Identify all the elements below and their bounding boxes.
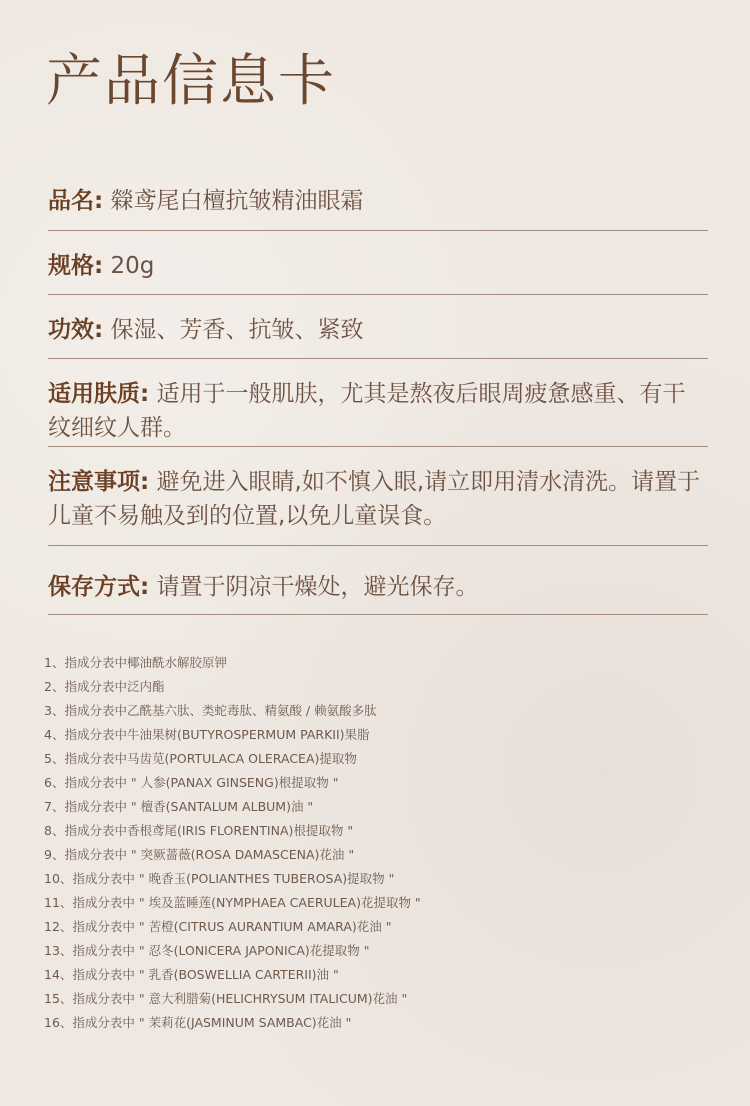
divider	[48, 294, 708, 295]
note-item: 4、指成分表中牛油果树(BUTYROSPERMUM PARKII)果脂	[44, 727, 370, 742]
info-label: 品名:	[48, 188, 104, 214]
note-item: 8、指成分表中香根鸢尾(IRIS FLORENTINA)根提取物 "	[44, 823, 354, 838]
note-item: 9、指成分表中 " 突厥蔷薇(ROSA DAMASCENA)花油 "	[44, 847, 355, 862]
note-item: 1、指成分表中椰油酰水解胶原钾	[44, 655, 227, 670]
note-item: 13、指成分表中 " 忍冬(LONICERA JAPONICA)花提取物 "	[44, 943, 370, 958]
divider	[48, 230, 708, 231]
info-skin-type	[48, 377, 708, 445]
info-value: 适用于一般肌肤，尤其是熬夜后眼周疲惫感重、有干纹细纹人群。	[48, 381, 686, 441]
note-item: 5、指成分表中马齿苋(PORTULACA OLERACEA)提取物	[44, 751, 357, 766]
divider	[48, 358, 708, 359]
info-value: 保湿、芳香、抗皱、紧致	[110, 317, 364, 343]
info-storage	[48, 570, 708, 604]
info-value: 檾鸢尾白檀抗皱精油眼霜	[110, 188, 364, 214]
info-value: 请置于阴凉干燥处，避光保存。	[156, 574, 479, 600]
info-label: 注意事项:	[48, 469, 150, 495]
note-item: 12、指成分表中 " 苦橙(CITRUS AURANTIUM AMARA)花油 "	[44, 919, 392, 934]
ingredient-notes	[44, 651, 704, 1035]
info-efficacy	[48, 313, 708, 347]
note-item: 16、指成分表中 " 茉莉花(JASMINUM SAMBAC)花油 "	[44, 1015, 352, 1030]
info-name	[48, 184, 708, 218]
divider	[48, 446, 708, 447]
note-item: 14、指成分表中 " 乳香(BOSWELLIA CARTERII)油 "	[44, 967, 339, 982]
info-precautions	[48, 465, 708, 533]
info-value: 20g	[110, 253, 155, 279]
info-label: 功效:	[48, 317, 104, 343]
info-label: 适用肤质:	[48, 381, 150, 407]
divider	[48, 545, 708, 546]
info-spec	[48, 249, 708, 283]
note-item: 15、指成分表中 " 意大利腊菊(HELICHRYSUM ITALICUM)花油 "	[44, 991, 408, 1006]
info-label: 保存方式:	[48, 574, 150, 600]
note-item: 6、指成分表中 " 人参(PANAX GINSENG)根提取物 "	[44, 775, 339, 790]
divider	[48, 614, 708, 615]
note-item: 7、指成分表中 " 檀香(SANTALUM ALBUM)油 "	[44, 799, 314, 814]
note-item: 3、指成分表中乙酰基六肽、类蛇毒肽、精氨酸 / 赖氨酸多肽	[44, 703, 377, 718]
note-item: 10、指成分表中 " 晚香玉(POLIANTHES TUBEROSA)提取物 "	[44, 871, 395, 886]
info-label: 规格:	[48, 253, 104, 279]
info-value: 避免进入眼睛,如不慎入眼,请立即用清水清洗。请置于儿童不易触及到的位置,以免儿童误食。	[48, 469, 701, 529]
note-item: 11、指成分表中 " 埃及蓝睡莲(NYMPHAEA CAERULEA)花提取物 "	[44, 895, 421, 910]
page-title: 产品信息卡	[46, 49, 336, 114]
note-item: 2、指成分表中泛内酯	[44, 679, 165, 694]
